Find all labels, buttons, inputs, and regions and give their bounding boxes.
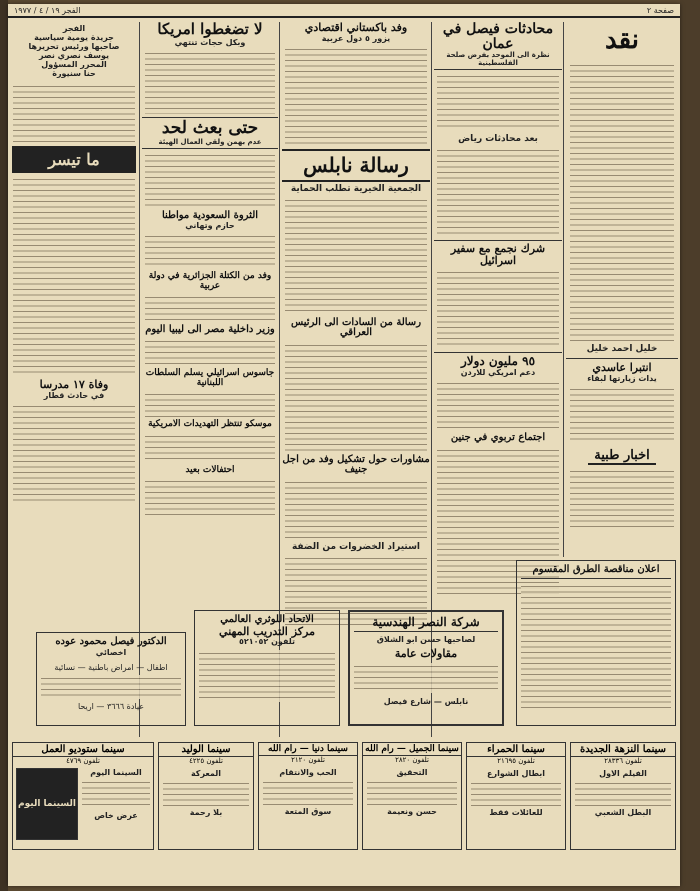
col3-head-b: رسالة من السادات الى الرئيس العراقي: [290, 316, 422, 339]
col5-text-a: [13, 403, 135, 503]
cinema-phone: تلفون ٢١٦٩٥: [497, 757, 535, 765]
doctor-title: الدكتور فيصل محمود عوده: [55, 636, 167, 647]
article-3-text: [437, 269, 559, 349]
publisher-info: [10, 22, 138, 80]
headline-block-3: [434, 352, 562, 377]
cinema-listing: [362, 742, 462, 850]
article-2-text: [437, 147, 559, 237]
cinema-film: سوق المتعة: [284, 807, 332, 816]
essay-text: [570, 62, 674, 342]
doctor-text: [41, 675, 181, 699]
publisher-text: [13, 83, 135, 143]
cinema-text: [163, 780, 249, 806]
col4-head-d: جاسوس اسرائيلي يسلم السلطات اللبنانية: [145, 368, 275, 388]
cinema-film: ابطال الشوارع: [487, 769, 545, 778]
news-box-2: [566, 358, 678, 440]
tender-title: اعلان مناقصة الطرق المقسوم: [521, 565, 671, 579]
article-4-text: [437, 380, 559, 430]
col5-head-a: وفاة ١٧ مدرسا: [39, 378, 109, 391]
cinema-phone: تلفون ٢٨٢٠: [395, 756, 429, 764]
doctor-sub: اخصائي: [95, 647, 127, 657]
col5-head-a-sub: في حادث قطار: [43, 390, 105, 400]
cinema-phone: تلفون ٤٧٦٩: [66, 757, 100, 765]
column-box-text: [13, 176, 135, 376]
cinema-poster: السينما اليوم: [16, 768, 78, 840]
col4-text-4: [145, 338, 275, 366]
col3-head-c: مشاورات حول تشكيل وفد من اجل جنيف: [282, 453, 430, 476]
cinema-listing: [570, 742, 676, 850]
feature-banner: [282, 149, 430, 182]
feature-title: رسالة نابلس: [303, 152, 409, 177]
publisher-line: يوسف نصري نصر: [38, 51, 110, 60]
cinema-text: [367, 779, 457, 805]
col3-text-b: [285, 342, 427, 452]
cinema-film: حسن ونعيمة: [387, 807, 437, 816]
company-title: شركة النصر الهندسية: [354, 616, 498, 632]
medical-logo: اخبار طبية: [566, 444, 678, 463]
cinema-film: الفيلم الاول: [599, 769, 647, 778]
headline-2: شرك نجمع مع سفير اسرائيل: [434, 240, 562, 266]
col3-text-c: [285, 479, 427, 539]
cinema-name: سينما دنيا — رام الله: [259, 743, 357, 756]
cinema-film: عرض خاص: [94, 811, 138, 820]
col4-top-text: [145, 50, 275, 114]
cinema-text: [471, 780, 561, 806]
newspaper-page: [8, 4, 680, 886]
cinema-listing: [466, 742, 566, 850]
cinema-films: [82, 768, 150, 840]
doctor-ad: [36, 632, 186, 726]
col4-head-e: موسكو تنتظر التهديدات الامريكية: [148, 419, 272, 430]
col4-text-7: [145, 478, 275, 518]
company-line: لصاحبها حسن ابو الشلاق: [376, 634, 476, 644]
col4-text-5: [145, 391, 275, 417]
col4-text-3: [145, 294, 275, 322]
doctor-line: عيادة ٣٦٦٦ — اريحا: [77, 701, 145, 711]
cinema-film: للعائلات فقط: [489, 808, 543, 817]
cinema-text: [575, 780, 671, 806]
col4-top-headline: لا تضغطوا امريكا: [157, 22, 263, 38]
cinema-name: سينما الوليد: [159, 743, 253, 757]
column-rule: [563, 22, 564, 557]
cinema-phone: تلفون ٢١٢٠: [291, 756, 325, 764]
column-box-head: ما تيسر: [12, 146, 136, 173]
cinema-phone: تلفون ٤٢٢٥: [189, 757, 223, 765]
publisher-line: حنا سنيورة: [52, 69, 96, 78]
cinema-phone: تلفون ٢٨٣٣٦: [604, 757, 642, 765]
page-binding: [0, 0, 8, 891]
cinema-listing: [258, 742, 358, 850]
institute-ad: [194, 610, 340, 726]
col3-head-a: الجمعية الخيرية تطلب الحماية: [290, 183, 422, 194]
col4-head-c: وزير داخلية مصر الى ليبيا اليوم: [145, 323, 275, 335]
tender-ad: [516, 560, 676, 726]
cinema-name: سينما الجميل — رام الله: [363, 743, 461, 756]
column-5: [10, 22, 138, 737]
col4-text-1: [145, 152, 275, 208]
headline-1: محادثات فيصل في عمان: [442, 22, 554, 52]
col4-head-b: وفد من الكتلة الجزائرية في دولة عربية: [148, 271, 272, 291]
col4-text-2: [145, 233, 275, 269]
cinema-body: [13, 765, 153, 843]
company-line: نابلس — شارع فيصل: [383, 697, 469, 707]
cinema-name: سينما النزهة الجديدة: [571, 743, 675, 757]
page-label: صفحة ٢: [646, 6, 674, 15]
doctor-line: اطفال — امراض باطنية — نسائية: [54, 662, 168, 672]
cinema-film: التحقيق: [396, 768, 428, 777]
headline-3-sub: دعم امريكي للاردن: [460, 368, 536, 378]
col3-top-head: وفد باكستاني اقتصادي: [304, 22, 408, 34]
institute-title: الاتحاد اللوثري العالمي: [220, 614, 314, 625]
right-column: [566, 22, 678, 557]
big-headline-block: [142, 117, 278, 149]
col4-head-a-sub: حازم وتهاني: [185, 221, 235, 231]
column-rule: [139, 22, 140, 737]
scan-edge: [680, 0, 700, 891]
masthead: نقد: [604, 25, 640, 56]
cinema-name: سينما الحمراء: [467, 743, 565, 757]
cinema-film: السينما اليوم: [90, 768, 142, 777]
big-headline-sub: عدم بهمن ولقي العمال الهيئة: [158, 137, 262, 146]
publisher-line: المحرر المسؤول: [41, 60, 107, 69]
box2-sub: يدات زيارتها لبقاء: [587, 373, 657, 383]
institute-sub: مركز التدريب المهني: [219, 624, 315, 638]
article-1-text: [437, 73, 559, 131]
cinema-listing: [12, 742, 154, 850]
cinema-film: المعركة: [190, 769, 222, 778]
col4-head-f: احتفالات بعيد: [185, 464, 235, 475]
institute-phone: تلفون ٥٢١٠٥٢: [239, 637, 295, 647]
institute-text: [199, 650, 335, 702]
company-text: [354, 663, 498, 693]
tender-text: [521, 583, 671, 711]
col4-head-a: الثروة السعودية مواطنا: [161, 209, 259, 221]
col3-top-sub: يزور ٥ دول عربية: [321, 33, 391, 43]
company-line: مقاولات عامة: [394, 646, 458, 660]
cinema-text: [263, 779, 353, 805]
col3-head-d: استيراد الخضروات من الضفة: [291, 541, 421, 552]
page-header: [8, 4, 680, 18]
essay-author: خليل احمد خليل: [586, 344, 658, 354]
big-headline: حتى بعث لحد: [161, 117, 259, 138]
headline-3: ٩٥ مليون دولار: [460, 354, 536, 369]
company-ad: [348, 610, 504, 726]
box2-headline: انتبرا عاسدي: [592, 361, 652, 374]
headline-block-1: [434, 22, 562, 70]
sub-headline: بعد محادثات رياض: [458, 134, 538, 145]
cinema-text: [82, 779, 150, 809]
col4-text-6: [145, 433, 275, 463]
headline-4: اجتماع تربوي في جنين: [450, 432, 546, 444]
col3-text-a: [285, 197, 427, 315]
cinema-film: الحب والانتقام: [279, 768, 337, 777]
publisher-line: جريدة يومية سياسية: [34, 33, 114, 42]
box2-text: [570, 386, 674, 440]
medical-text: [570, 468, 674, 528]
col4-top-sub: وبكل حجات تنتهي: [174, 37, 246, 47]
date-line: الفجر ١٩ / ٤ / ١٩٧٧: [14, 6, 81, 15]
publisher-line: صاحبها ورئيس تحريرها: [28, 42, 120, 51]
publisher-line: الفجر: [62, 24, 86, 33]
cinema-film: البطل الشعبي: [594, 808, 652, 817]
cinema-film: بلا رحمة: [189, 808, 223, 817]
headline-1-sub: نظرة الى الموحد بفرض صلحة الفلسطينية: [446, 51, 550, 68]
cinema-listing: [158, 742, 254, 850]
col3-top-text: [285, 46, 427, 146]
cinema-name: سينما ستوديو العمل: [13, 743, 153, 757]
